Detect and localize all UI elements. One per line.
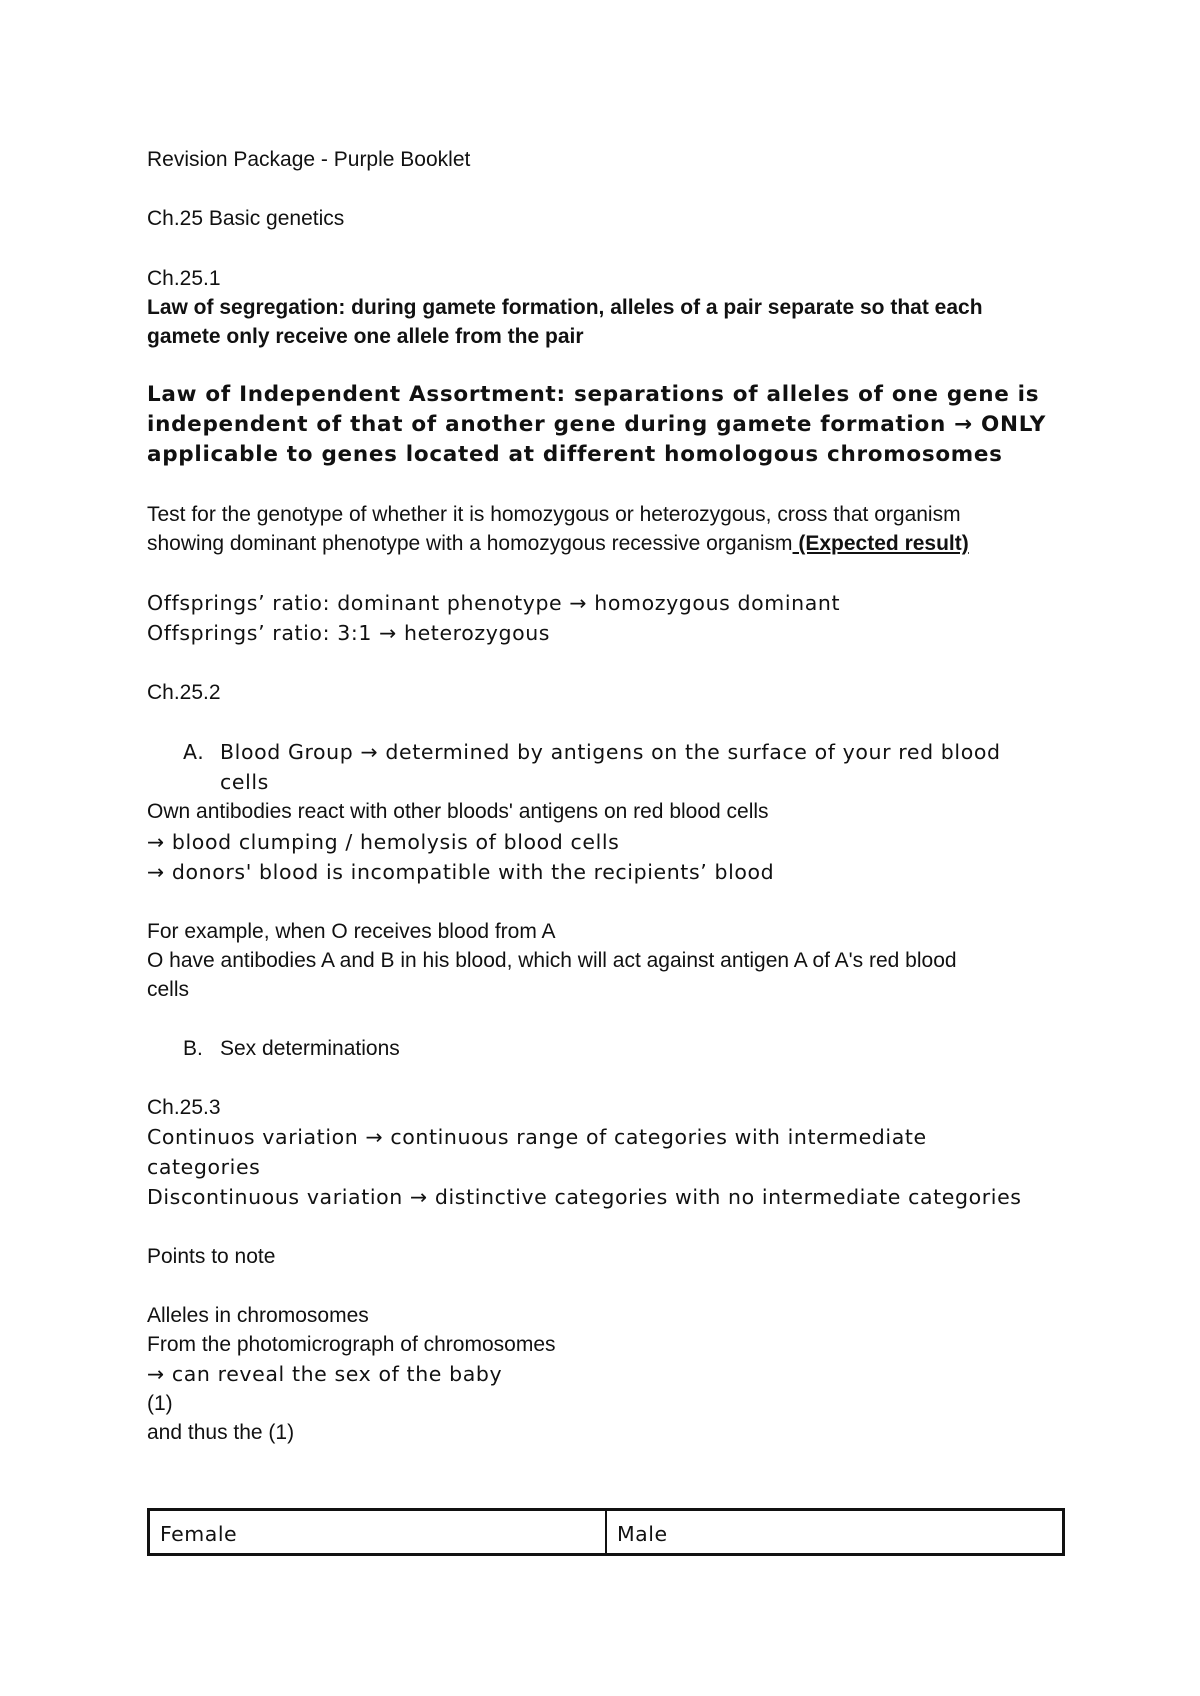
example-line-1: For example, when O receives blood from A — [147, 920, 556, 943]
law-of-segregation-line-1: Law of segregation: during gamete formation, alleles of a pair separate so that each — [147, 296, 983, 319]
expected-result-label: (Expected result) — [792, 532, 969, 555]
mark-one-line: (1) — [147, 1392, 173, 1415]
sex-determinations-item: Sex determinations — [220, 1037, 400, 1060]
section-heading-25-3: Ch.25.3 — [147, 1096, 221, 1119]
ratio-heterozygous-line: Offsprings’ ratio: 3:1 → heterozygous — [147, 621, 551, 645]
blood-group-line-1: Blood Group → determined by antigens on the surface of your red blood — [220, 740, 1001, 764]
law-of-segregation-line-2: gamete only receive one allele from the pair — [147, 325, 584, 348]
law-of-independent-assortment-line-2: independent of that of another gene during gamete formation → ONLY — [147, 412, 1047, 437]
test-cross-line-2 — [147, 529, 969, 559]
reveal-sex-line: → can reveal the sex of the baby — [147, 1362, 503, 1386]
test-cross-line-1: Test for the genotype of whether it is homozygous or heterozygous, cross that organism — [147, 503, 961, 526]
law-of-independent-assortment-line-3: applicable to genes located at different homologous chromosomes — [147, 442, 1003, 467]
blood-clumping-line: → blood clumping / hemolysis of blood cells — [147, 830, 620, 854]
document-title: Revision Package - Purple Booklet — [147, 148, 471, 171]
ratio-homozygous-line: Offsprings’ ratio: dominant phenotype → homozygous dominant — [147, 591, 841, 615]
law-of-independent-assortment-line-1: Law of Independent Assortment: separations of alleles of one gene is — [147, 382, 1040, 407]
blood-group-line-2: cells — [220, 770, 269, 794]
example-line-3: cells — [147, 978, 190, 1001]
and-thus-line: and thus the (1) — [147, 1421, 295, 1444]
test-cross-text: showing dominant phenotype with a homozygous recessive organism — [147, 532, 793, 555]
table-header-female: Female — [160, 1522, 238, 1546]
section-heading-25-1: Ch.25.1 — [147, 267, 221, 290]
section-heading-25-2: Ch.25.2 — [147, 681, 221, 704]
list-marker-b: B. — [183, 1037, 203, 1060]
discontinuous-variation-line: Discontinuous variation → distinctive categories with no intermediate categories — [147, 1185, 1022, 1209]
sex-chromosome-table — [147, 1508, 1065, 1556]
photomicrograph-line: From the photomicrograph of chromosomes — [147, 1333, 556, 1356]
chapter-heading: Ch.25 Basic genetics — [147, 207, 345, 230]
own-antibodies-line: Own antibodies react with other bloods' antigens on red blood cells — [147, 800, 769, 823]
list-marker-a: A. — [183, 740, 205, 764]
example-line-2: O have antibodies A and B in his blood, which will act against antigen A of A's red blood — [147, 949, 957, 972]
points-to-note-heading: Points to note — [147, 1245, 276, 1268]
table-header-male: Male — [605, 1511, 1062, 1553]
incompatible-line: → donors' blood is incompatible with the recipients’ blood — [147, 860, 775, 884]
continuous-variation-line-2: categories — [147, 1155, 261, 1179]
continuous-variation-line-1: Continuos variation → continuous range of categories with intermediate — [147, 1125, 927, 1149]
alleles-in-chromosomes-line: Alleles in chromosomes — [147, 1304, 369, 1327]
